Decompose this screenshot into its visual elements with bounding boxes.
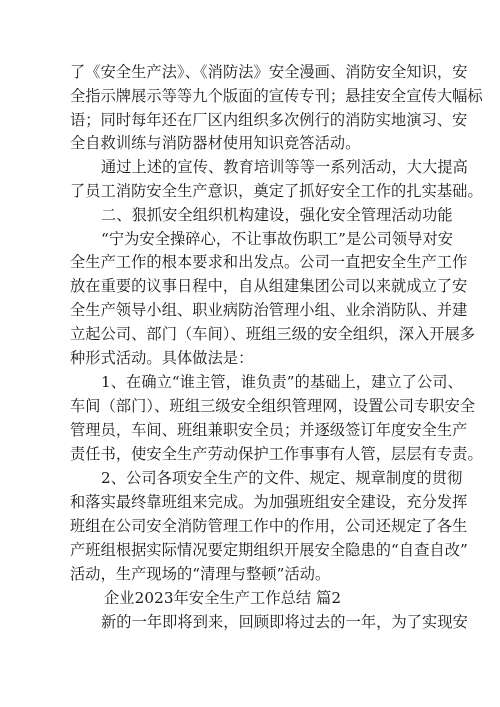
text-line: 1、在确立“谁主管，谁负责”的基础上，建立了公司、 xyxy=(101,373,463,391)
text-line: 全自救训练与消防器材使用知识竞答活动。 xyxy=(70,134,361,152)
text-line: 了员工消防安全生产意识，奠定了抓好安全工作的扎实基础。 xyxy=(70,182,483,200)
text-line: 班组在公司安全消防管理工作中的作用，公司还规定了各生 xyxy=(70,517,468,535)
text-line: 管理员，车间、班组兼职安全员；并逐级签订年度安全生产 xyxy=(70,421,468,439)
text-line: 车间（部门）、班组三级安全组织管理网，设置公司专职安全 xyxy=(70,397,476,415)
text-line: 责任书，使安全生产劳动保护工作事事有人管，层层有专责。 xyxy=(70,445,483,463)
text-line: 语；同时每年还在厂区内组织多次例行的消防实地演习、安 xyxy=(70,111,468,129)
text-line: 全生产工作的根本要求和出发点。公司一直把安全生产工作 xyxy=(70,253,468,271)
text-line: 放在重要的议事日程中，自从组建集团公司以来就成立了安 xyxy=(70,277,468,295)
text-line: 全指示牌展示等等九个版面的宣传专刊；悬挂安全宣传大幅标 xyxy=(70,87,483,105)
text-line: 了《安全生产法》、《消防法》安全漫画、消防安全知识，安 xyxy=(70,63,468,81)
section-heading: 二、狠抓安全组织机构建设，强化安全管理活动功能 xyxy=(101,206,453,224)
text-line: 和落实最终靠班组来完成。为加强班组安全建设，充分发挥 xyxy=(70,493,468,511)
text-line: 通过上述的宣传、教育培训等等一系列活动，大大提高 xyxy=(101,158,468,176)
text-line: 全生产领导小组、职业病防治管理小组、业余消防队、并建 xyxy=(70,301,468,319)
text-line: 种形式活动。具体做法是： xyxy=(70,349,254,367)
text-line: 产班组根据实际情况要定期组织开展安全隐患的“自查自改” xyxy=(70,541,468,559)
text-line: 活动，生产现场的“清理与整顿”活动。 xyxy=(70,565,331,583)
text-line: 2、公司各项安全生产的文件、规定、规章制度的贯彻 xyxy=(101,469,463,487)
text-line: 立起公司、部门（车间）、班组三级的安全组织，深入开展多 xyxy=(70,325,476,343)
text-line: 新的一年即将到来，回顾即将过去的一年，为了实现安 xyxy=(101,613,468,631)
section-title: 企业2023年安全生产工作总结 篇2 xyxy=(104,589,342,607)
text-line: “宁为安全操碎心，不让事故伤职工”是公司领导对安 xyxy=(101,230,454,248)
